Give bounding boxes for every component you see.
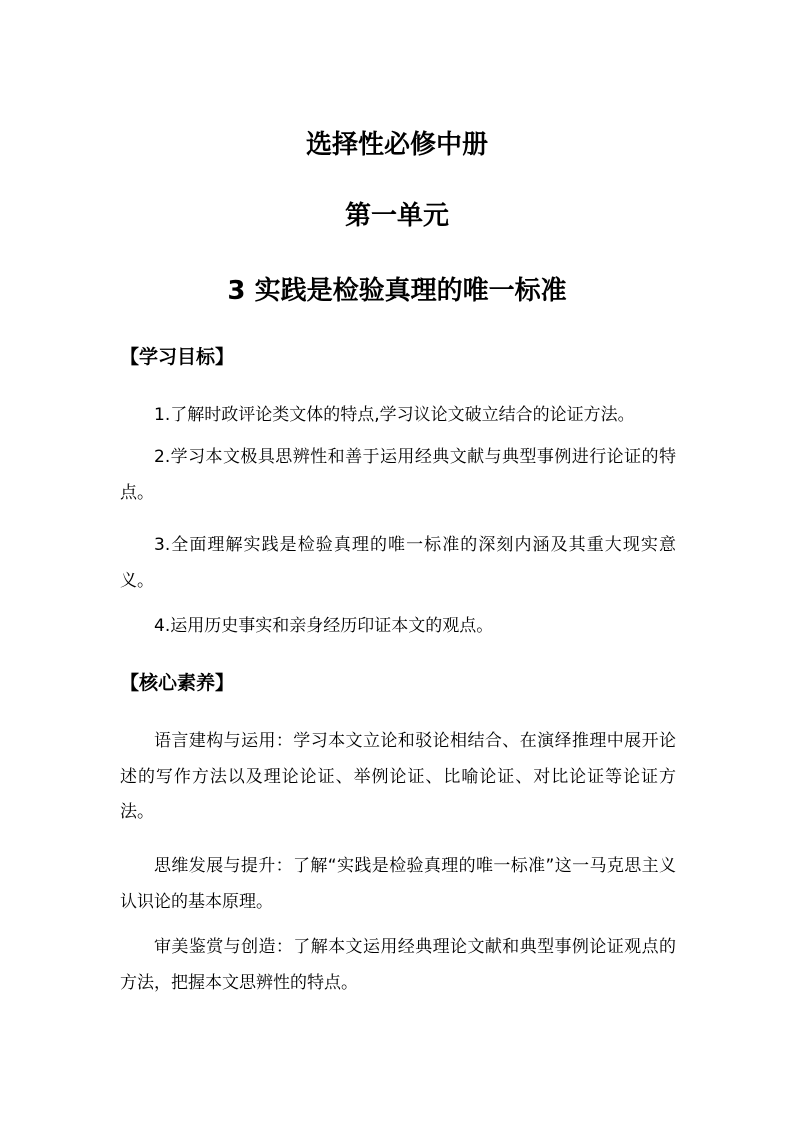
literacy-heading: 【核心素养】 — [120, 672, 235, 694]
literacy-item-1: 语言建构与运用：学习本文立论和驳论相结合、在演绎推理中展开论述的写作方法以及理论论证、举例论证、比喻论证、对比论证等论证方法。 — [120, 731, 676, 822]
literacy-item-2: 思维发展与提升：了解“实践是检验真理的唯一标准”这一马克思主义认识论的基本原理。 — [120, 856, 676, 912]
objective-item-4: 4.运用历史事实和亲身经历印证本文的观点。 — [154, 616, 494, 636]
objective-item-3: 3.全面理解实践是检验真理的唯一标准的深刻内涵及其重大现实意义。 — [120, 535, 676, 591]
lesson-title: 3 实践是检验真理的唯一标准 — [227, 276, 567, 306]
objective-item-1: 1.了解时政评论类文体的特点,学习议论文破立结合的论证方法。 — [154, 405, 635, 425]
literacy-item-3: 审美鉴赏与创造：了解本文运用经典理论文献和典型事例论证观点的方法，把握本文思辨性的特点。 — [120, 937, 676, 993]
unit-title: 第一单元 — [344, 201, 449, 231]
objectives-heading: 【学习目标】 — [120, 346, 235, 368]
objective-item-2: 2.学习本文极具思辨性和善于运用经典文献与典型事例进行论证的特点。 — [120, 447, 676, 503]
book-title: 选择性必修中册 — [305, 130, 488, 160]
